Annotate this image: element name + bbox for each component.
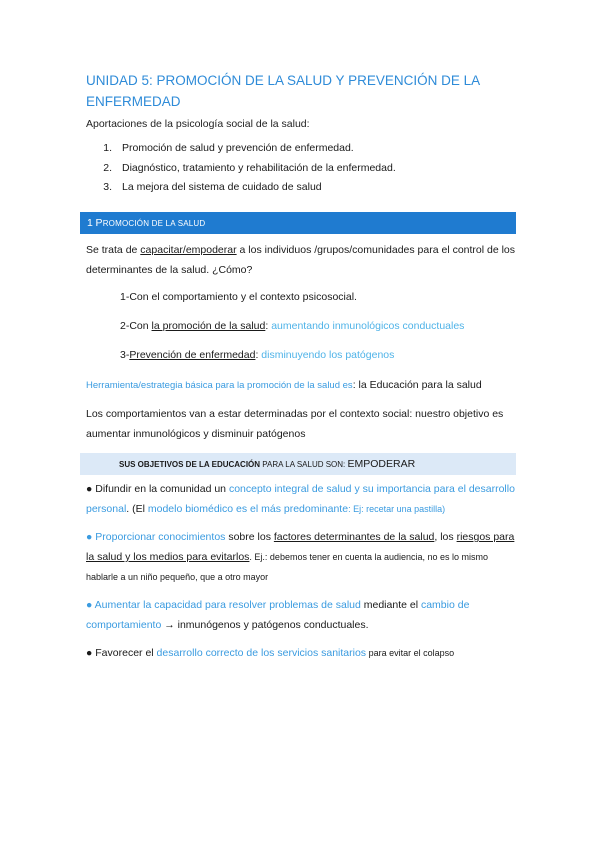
underlined-text: la promoción de la salud	[151, 320, 266, 332]
underlined-text: riesgos para la salud y los medios para evitarlos	[86, 531, 515, 563]
highlight-text: concepto integral de salud y su importancia para el desarrollo personal	[86, 483, 515, 515]
item-comportamiento	[120, 287, 516, 307]
aportes-list	[86, 139, 396, 198]
highlight-text: aumentando inmunológicos conductuales	[271, 320, 465, 332]
highlight-text: ● Aumentar la capacidad para resolver problemas de salud	[86, 599, 361, 611]
page-title: UNIDAD 5: PROMOCIÓN DE LA SALUD Y PREVENCIÓN DE LA ENFERMEDAD	[86, 73, 480, 109]
list-text: Diagnóstico, tratamiento y rehabilitación de la enfermedad.	[122, 161, 396, 174]
item-text: :	[255, 349, 262, 361]
text: para evitar el colapso	[366, 648, 455, 658]
item-prevencion	[120, 345, 516, 365]
highlight-text: disminuyendo los patógenos	[261, 349, 395, 361]
text: sobre los	[225, 531, 274, 543]
item-text: Con	[129, 320, 152, 332]
text: ● Difundir en la comunidad un	[86, 483, 229, 495]
highlight-text: cambio de comportamiento	[86, 599, 470, 631]
section-cap: P	[95, 217, 103, 229]
bullet-aumentar	[86, 595, 516, 635]
heading-bold: SUS OBJETIVOS DE LA EDUCACIÓN	[119, 460, 261, 469]
text: : Ej: recetar una pastilla)	[348, 504, 446, 514]
text: a los individuos /grupos/comunidades para el control de los determinantes de la salud. ¿Cómo?	[86, 244, 516, 276]
item-text: :	[265, 320, 272, 332]
list-item	[86, 178, 396, 198]
item-promocion	[120, 316, 516, 336]
heading-mid: PARA LA SALUD SON:	[260, 460, 348, 469]
highlight-text: desarrollo correcto de los servicios sanitarios	[156, 647, 367, 659]
paragraph-comportamientos: Los comportamientos van a estar determinadas por el contexto social: nuestro objetivo es aumentar inmunológicos y disminuir patógenos	[86, 408, 504, 440]
highlight-text: Herramienta/estrategia básica para la promoción de la salud es	[86, 380, 353, 391]
item-number: 3-	[120, 349, 130, 361]
list-item	[86, 159, 396, 179]
bullet-favorecer	[86, 643, 516, 663]
list-text: Promoción de salud y prevención de enfermedad.	[122, 142, 354, 154]
list-text: La mejora del sistema de cuidado de salud	[122, 181, 322, 193]
bullet-difundir	[86, 479, 516, 519]
list-item	[86, 139, 396, 159]
underlined-text: capacitar/empoderar	[140, 244, 237, 256]
section-number: 1	[87, 217, 94, 229]
text: . (El	[126, 503, 148, 515]
section-rest: ROMOCIÓN DE LA SALUD	[102, 219, 206, 228]
text: . Ej.: debemos tener en cuenta la audiencia, no es lo mismo hablarle a un niño pequeño, que a otro mayor	[86, 552, 489, 582]
herramienta-line	[86, 375, 516, 396]
list-number: 2.	[103, 161, 112, 174]
intro-text: Aportaciones de la psicología social de la salud:	[86, 118, 310, 130]
section-heading-objetivos	[80, 453, 516, 475]
text: Se trata de	[86, 244, 141, 256]
underlined-text: Prevención de enfermedad	[129, 349, 256, 361]
section-heading-promocion	[80, 212, 516, 234]
item-number: 2-	[120, 320, 130, 332]
heading-big: EMPODERAR	[347, 458, 416, 470]
item-text: Con el comportamiento y el contexto psicosocial.	[129, 291, 357, 303]
text: , los	[434, 531, 457, 543]
list-number: 1.	[103, 142, 112, 154]
highlight-text: ● Proporcionar conocimientos	[86, 531, 226, 543]
text: : la Educación para la salud	[352, 379, 482, 391]
bullet-proporcionar	[86, 527, 516, 587]
highlight-text: modelo biomédico es el más predominante	[147, 503, 349, 515]
text: mediante el	[360, 599, 421, 611]
underlined-text: factores determinantes de la salud	[273, 531, 435, 543]
paragraph-capacitar	[86, 240, 516, 280]
text: → inmunógenos y patógenos conductuales.	[161, 619, 369, 631]
list-number: 3.	[103, 181, 112, 193]
text: ● Favorecer el	[86, 647, 157, 659]
item-number: 1-	[120, 291, 130, 303]
